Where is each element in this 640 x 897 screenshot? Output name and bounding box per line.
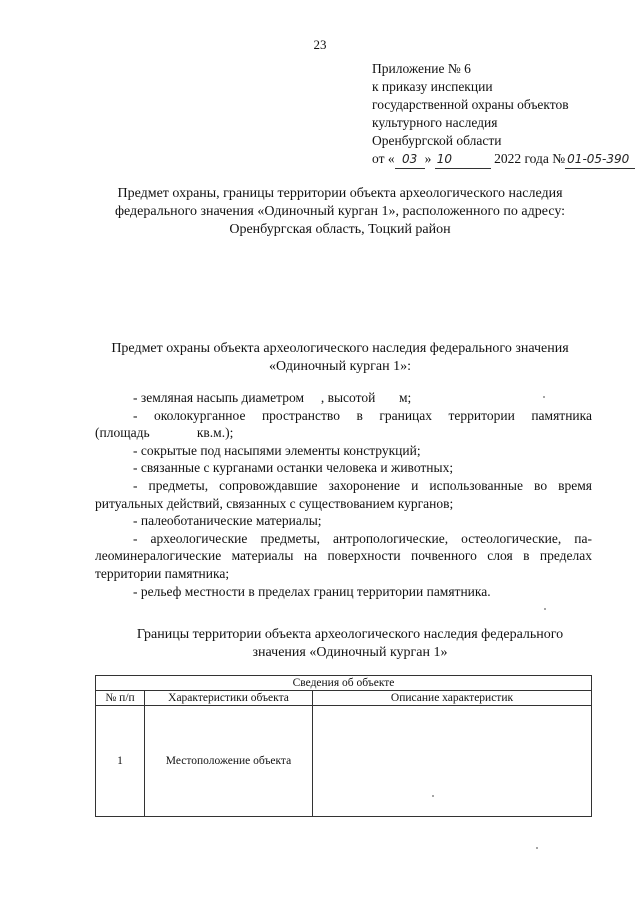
list-item: - сокрытые под насыпями элементы конструкций; [133, 442, 421, 458]
date-mid: » [424, 151, 432, 166]
list-item: - рельеф местности в пределах границ территории памятника. [133, 583, 491, 599]
document-title [70, 185, 610, 239]
subject-heading-line-2: «Одиночный курган 1»: [268, 359, 412, 374]
title-line-3: Оренбургская область, Тоцкий район [229, 222, 451, 237]
list-item-continuation: территории памятника; [95, 565, 230, 581]
handwritten-order-number: 01-05-390 [565, 150, 635, 169]
column-header-number: № п/п [96, 691, 145, 706]
list-item-continuation: леоминералогические материалы на поверхности почвенного слоя в пределах [95, 548, 592, 564]
table-row [96, 706, 592, 817]
page-number: 23 [313, 37, 327, 52]
borders-heading-line-2: значения «Одиночный курган 1» [252, 645, 448, 660]
list-item-continuation: ритуальных действий, связанных с существованием курганов; [95, 495, 454, 511]
object-info-table [95, 675, 592, 817]
borders-heading [90, 626, 610, 662]
borders-heading-line-1: Границы территории объекта археологического наследия федерального [136, 627, 564, 642]
row-description-cell [313, 706, 592, 817]
appendix-line-1: Приложение № 6 [372, 61, 471, 76]
row-number-cell: 1 [96, 706, 145, 817]
table-caption: Сведения об объекте [96, 676, 592, 691]
handwritten-month: 10 [435, 150, 491, 169]
scan-speck [544, 608, 546, 610]
title-line-1: Предмет охраны, границы территории объекта археологического наследия [117, 186, 563, 201]
column-header-characteristic: Характеристики объекта [145, 691, 313, 706]
appendix-line-3: государственной охраны объектов [372, 97, 569, 112]
list-item: - палеоботанические материалы; [133, 513, 322, 529]
list-item: - археологические предметы, антропологические, остеологические, па- [133, 530, 592, 546]
subject-list [95, 389, 592, 600]
subject-heading [70, 340, 610, 376]
list-item: - предметы, сопровождавшие захоронение и использованные во время [133, 477, 592, 493]
appendix-line-4: культурного наследия [372, 115, 498, 130]
list-item: - земляная насыпь диаметром , высотой м; [133, 390, 412, 405]
date-suffix: 2022 года № [494, 151, 566, 166]
scan-speck [536, 847, 538, 849]
subject-heading-line-1: Предмет охраны объекта археологического наследия федерального значения [111, 341, 569, 356]
title-line-2: федерального значения «Одиночный курган 1», расположенного по адресу: [114, 204, 566, 219]
list-item: - связанные с курганами останки человека и животных; [133, 460, 454, 476]
appendix-block [372, 60, 635, 169]
scan-speck [432, 795, 434, 797]
date-prefix: от « [372, 151, 395, 166]
appendix-line-5: Оренбургской области [372, 133, 502, 148]
column-header-description: Описание характеристик [313, 691, 592, 706]
list-item: - околокурганное пространство в границах территории памятника [133, 407, 592, 423]
row-characteristic-cell: Местоположение объекта [145, 706, 313, 817]
list-item-continuation: (площадь кв.м.); [95, 425, 234, 441]
scan-speck [543, 396, 545, 398]
appendix-line-2: к приказу инспекции [372, 79, 493, 94]
appendix-date-line [372, 150, 635, 169]
handwritten-day: 03 [395, 150, 425, 169]
